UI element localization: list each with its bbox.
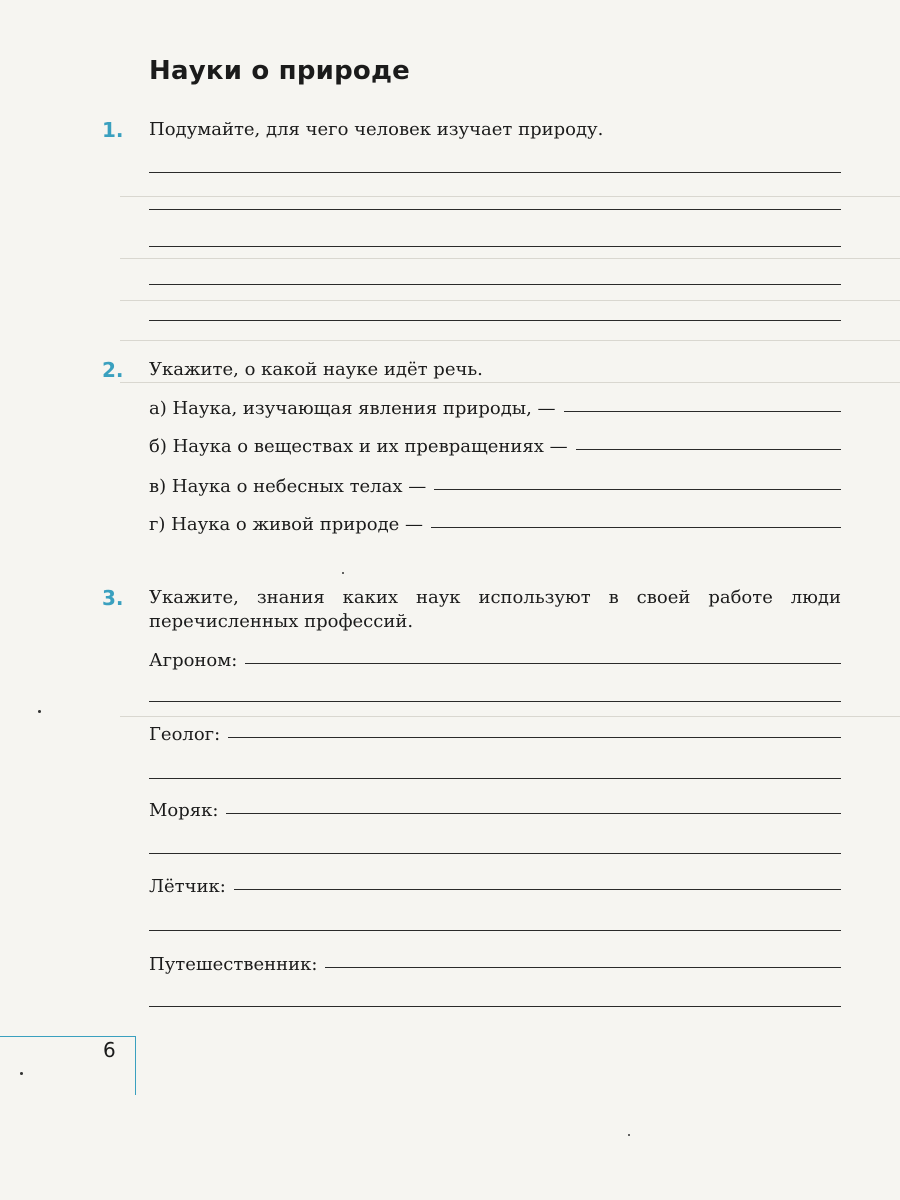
q2-item-c[interactable] xyxy=(149,476,841,497)
q2-item-label: б) Наука о веществах и их превращениях — xyxy=(149,436,568,457)
answer-line[interactable] xyxy=(149,853,841,854)
profession-agronomist[interactable] xyxy=(149,650,841,671)
scan-speck xyxy=(342,572,344,574)
show-through xyxy=(120,716,900,717)
profession-label: Лётчик: xyxy=(149,876,226,897)
q2-item-label: а) Наука, изучающая явления природы, — xyxy=(149,398,556,419)
q2-item-d[interactable] xyxy=(149,514,841,535)
profession-geologist[interactable] xyxy=(149,724,841,745)
q2-item-b[interactable] xyxy=(149,436,841,457)
answer-line[interactable] xyxy=(431,526,841,528)
show-through xyxy=(120,300,900,301)
q2-item-a[interactable] xyxy=(149,398,841,419)
show-through xyxy=(120,258,900,259)
q2-item-label: в) Наука о небесных телах — xyxy=(149,476,427,497)
answer-line[interactable] xyxy=(149,701,841,702)
profession-sailor[interactable] xyxy=(149,800,841,821)
profession-label: Путешественник: xyxy=(149,954,318,975)
answer-line[interactable] xyxy=(564,410,841,412)
question-3-number: 3. xyxy=(102,586,124,610)
question-1-number: 1. xyxy=(102,118,124,142)
answer-line[interactable] xyxy=(228,736,841,738)
profession-label: Геолог: xyxy=(149,724,221,745)
question-2-text: Укажите, о какой науке идёт речь. xyxy=(149,359,483,380)
answer-line[interactable] xyxy=(149,930,841,931)
profession-traveler[interactable] xyxy=(149,954,841,975)
profession-label: Агроном: xyxy=(149,650,238,671)
answer-line-4[interactable] xyxy=(149,284,841,285)
answer-line[interactable] xyxy=(226,812,841,814)
answer-line[interactable] xyxy=(149,1006,841,1007)
answer-line-5[interactable] xyxy=(149,320,841,321)
question-1-text: Подумайте, для чего человек изучает природу. xyxy=(149,119,604,140)
answer-line-3[interactable] xyxy=(149,246,841,247)
question-3-text: Укажите, знания каких наук используют в своей работе люди перечисленных профессий. xyxy=(149,587,841,632)
profession-pilot[interactable] xyxy=(149,876,841,897)
answer-line[interactable] xyxy=(234,888,841,890)
question-2-number: 2. xyxy=(102,358,124,382)
page-title: Науки о природе xyxy=(149,56,410,86)
answer-line[interactable] xyxy=(434,488,841,490)
answer-line-2[interactable] xyxy=(149,209,841,210)
scan-speck xyxy=(38,710,41,713)
scan-speck xyxy=(628,1134,630,1136)
profession-label: Моряк: xyxy=(149,800,219,821)
answer-line[interactable] xyxy=(245,662,841,664)
q2-item-label: г) Наука о живой природе — xyxy=(149,514,424,535)
show-through xyxy=(120,382,900,383)
scan-speck xyxy=(20,1072,23,1075)
show-through xyxy=(120,196,900,197)
show-through xyxy=(120,340,900,341)
page-number: 6 xyxy=(103,1038,116,1062)
answer-line[interactable] xyxy=(576,448,841,450)
answer-line[interactable] xyxy=(325,966,841,968)
answer-line[interactable] xyxy=(149,778,841,779)
answer-line-1[interactable] xyxy=(149,172,841,173)
